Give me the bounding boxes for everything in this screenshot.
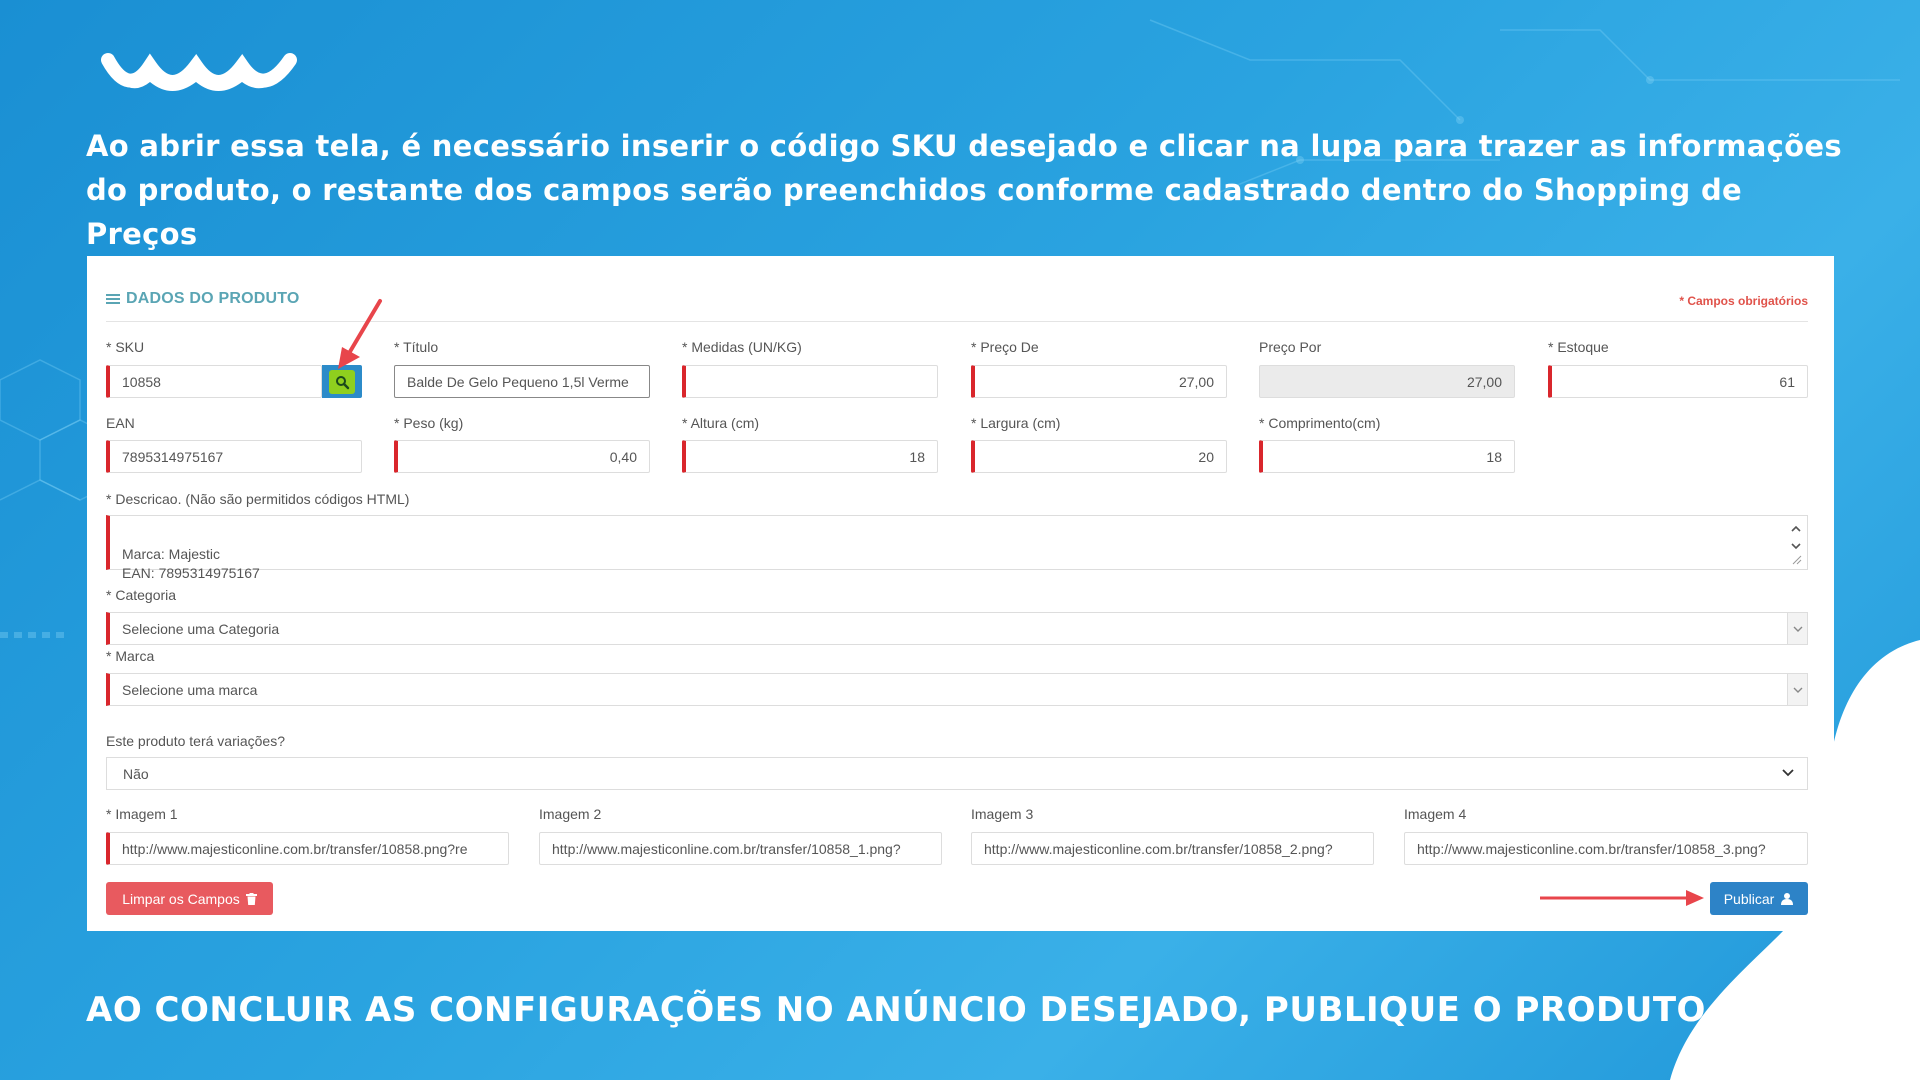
publish-button[interactable]: [1710, 882, 1808, 915]
altura-label: * Altura (cm): [682, 415, 760, 431]
intro-instruction-text: Ao abrir essa tela, é necessário inserir o código SKU desejado e clicar na lupa para trazer as informações do produto, o restante dos campos serão preenchidos conforme cadastrado dentro do Shopping de Preços: [86, 129, 1842, 251]
chevron-down-icon: [1787, 613, 1807, 644]
altura-input[interactable]: 18: [682, 440, 938, 473]
comprimento-input[interactable]: 18: [1259, 440, 1515, 473]
imagem2-label: Imagem 2: [539, 806, 602, 822]
medidas-input[interactable]: [682, 365, 938, 398]
chevron-down-icon: [1787, 674, 1807, 705]
ean-input[interactable]: 7895314975167: [106, 440, 362, 473]
product-data-panel: [87, 256, 1834, 931]
panel-header: [106, 282, 1808, 322]
imagem3-input[interactable]: http://www.majesticonline.com.br/transfer/10858_2.png?: [971, 832, 1374, 865]
titulo-input[interactable]: Balde De Gelo Pequeno 1,5l Verme: [394, 365, 650, 398]
imagem1-label: * Imagem 1: [106, 806, 178, 822]
categoria-selected-value: Selecione uma Categoria: [122, 620, 280, 637]
chevron-down-icon: [1781, 766, 1795, 780]
medidas-label: * Medidas (UN/KG): [682, 339, 802, 355]
variacoes-select[interactable]: [106, 757, 1808, 790]
categoria-label: * Categoria: [106, 587, 177, 603]
preco-por-label: Preço Por: [1259, 339, 1322, 355]
textarea-scroll-arrows-icon[interactable]: [1789, 522, 1803, 566]
largura-input[interactable]: 20: [971, 440, 1227, 473]
estoque-label: * Estoque: [1548, 339, 1609, 355]
clear-fields-button[interactable]: [106, 882, 273, 915]
marca-label: * Marca: [106, 648, 155, 664]
sku-label: * SKU: [106, 339, 145, 355]
imagem2-input[interactable]: http://www.majesticonline.com.br/transfer/10858_1.png?: [539, 832, 942, 865]
preco-por-input: 27,00: [1259, 365, 1515, 398]
imagem4-label: Imagem 4: [1404, 806, 1467, 822]
imagem4-input[interactable]: http://www.majesticonline.com.br/transfer/10858_3.png?: [1404, 832, 1808, 865]
ean-label: EAN: [106, 415, 135, 431]
sku-input[interactable]: 10858: [106, 365, 322, 398]
preco-de-input[interactable]: 27,00: [971, 365, 1227, 398]
marca-selected-value: Selecione uma marca: [122, 681, 258, 698]
descricao-line-1: Marca: Majestic: [122, 546, 221, 562]
panel-title-text: DADOS DO PRODUTO: [126, 290, 300, 307]
search-icon: [335, 375, 349, 389]
imagem3-label: Imagem 3: [971, 806, 1034, 822]
trash-icon: [246, 893, 257, 905]
titulo-label: * Título: [394, 339, 439, 355]
preco-de-label: * Preço De: [971, 339, 1039, 355]
comprimento-label: * Comprimento(cm): [1259, 415, 1381, 431]
imagem1-input[interactable]: http://www.majesticonline.com.br/transfer/10858.png?re: [106, 832, 509, 865]
descricao-label: * Descricao. (Não são permitidos códigos HTML): [106, 491, 410, 507]
descricao-line-2: EAN: 7895314975167: [122, 565, 260, 581]
sku-search-button[interactable]: [322, 365, 362, 398]
peso-input[interactable]: 0,40: [394, 440, 650, 473]
variacoes-label: Este produto terá variações?: [106, 733, 285, 749]
panel-title: [106, 290, 300, 308]
peso-label: * Peso (kg): [394, 415, 464, 431]
upload-user-icon: [1780, 893, 1794, 905]
marca-select[interactable]: [106, 673, 1808, 706]
clear-fields-label: Limpar os Campos: [122, 890, 240, 907]
categoria-select[interactable]: [106, 612, 1808, 645]
publish-label: Publicar: [1723, 890, 1775, 907]
outro-instruction-text: AO CONCLUIR AS CONFIGURAÇÕES NO ANÚNCIO DESEJADO, PUBLIQUE O PRODUTO: [86, 990, 1706, 1030]
list-icon: [106, 294, 120, 305]
largura-label: * Largura (cm): [971, 415, 1061, 431]
variacoes-selected-value: Não: [123, 765, 149, 782]
estoque-input[interactable]: 61: [1548, 365, 1808, 398]
required-fields-note: * Campos obrigatórios: [1679, 294, 1808, 308]
logo-wave: [106, 60, 292, 96]
descricao-textarea[interactable]: [106, 515, 1808, 581]
